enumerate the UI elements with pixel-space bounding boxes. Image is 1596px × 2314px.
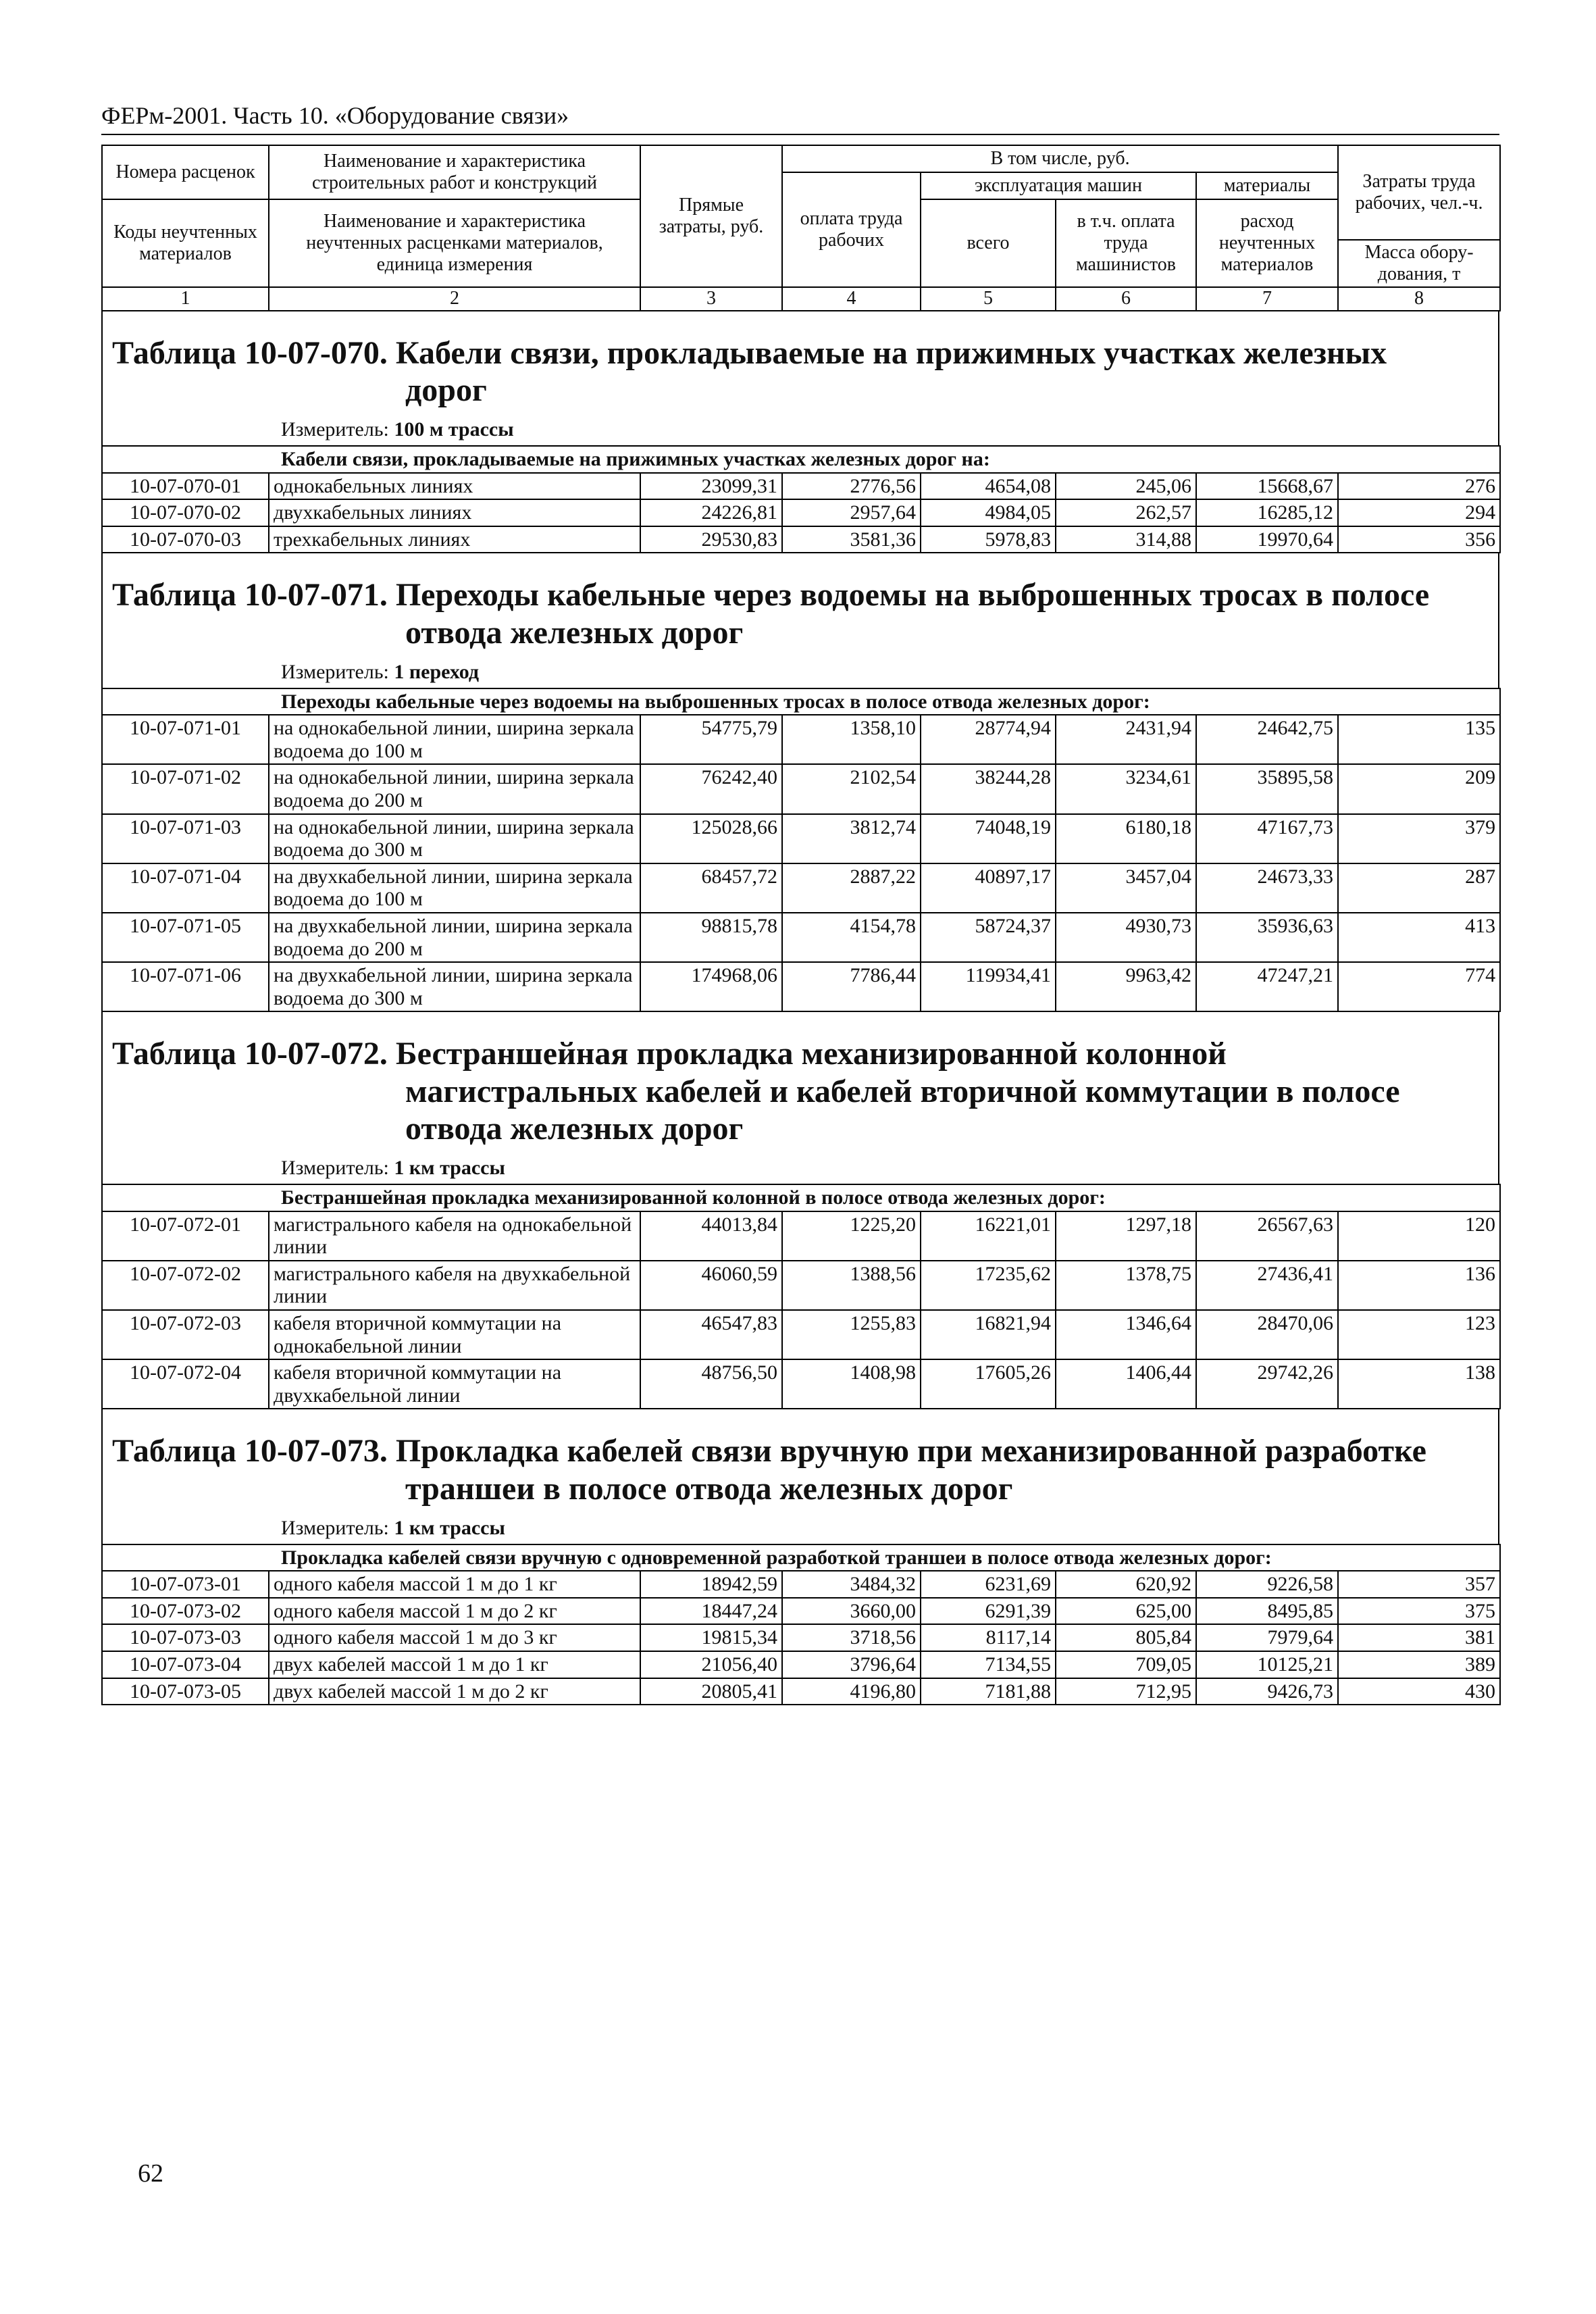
rate-name: двух кабелей массой 1 м до 1 кг <box>269 1651 640 1678</box>
labor-hours: 123 <box>1338 1310 1500 1359</box>
labor-pay: 2887,22 <box>782 863 921 913</box>
direct-costs: 125028,66 <box>640 814 782 863</box>
col8-head-top: Затраты труда рабочих, чел.-ч. <box>1338 145 1500 240</box>
machinists-pay: 712,95 <box>1056 1678 1196 1705</box>
machinists-pay: 620,92 <box>1056 1571 1196 1598</box>
labor-hours: 774 <box>1338 962 1500 1011</box>
section-title-line: Таблица 10-07-071. Переходы кабельные через водоемы на выброшенных тросах в полосе <box>112 577 1430 613</box>
rate-name: магистрального кабеля на двухкабельной линии <box>269 1261 640 1310</box>
machines-total: 74048,19 <box>921 814 1056 863</box>
labor-pay: 3484,32 <box>782 1571 921 1598</box>
direct-costs: 19815,34 <box>640 1624 782 1651</box>
labor-pay: 7786,44 <box>782 962 921 1011</box>
table-row <box>102 526 1500 553</box>
table-subheader: Прокладка кабелей связи вручную с одновременной разработкой траншеи в полосе отвода железных дорог: <box>102 1544 1500 1571</box>
group-head: В том числе, руб. <box>782 145 1338 172</box>
materials: 47167,73 <box>1196 814 1338 863</box>
materials: 24642,75 <box>1196 715 1338 764</box>
direct-costs: 24226,81 <box>640 499 782 526</box>
rates-table-072 <box>101 1184 1501 1409</box>
rate-code: 10-07-073-05 <box>102 1678 269 1705</box>
materials: 24673,33 <box>1196 863 1338 913</box>
direct-costs: 18942,59 <box>640 1571 782 1598</box>
machines-total: 6291,39 <box>921 1598 1056 1625</box>
rate-name: кабеля вторичной коммутации на однокабельной линии <box>269 1310 640 1359</box>
labor-hours: 379 <box>1338 814 1500 863</box>
materials: 9226,58 <box>1196 1571 1338 1598</box>
measure-line <box>103 409 1498 445</box>
rate-name: кабеля вторичной коммутации на двухкабельной линии <box>269 1359 640 1409</box>
machinists-pay: 805,84 <box>1056 1624 1196 1651</box>
materials: 15668,67 <box>1196 473 1338 500</box>
labor-hours: 375 <box>1338 1598 1500 1625</box>
labor-hours: 287 <box>1338 863 1500 913</box>
table-row <box>102 1651 1500 1678</box>
machines-total: 38244,28 <box>921 764 1056 813</box>
machines-head: эксплуатация машин <box>921 172 1196 199</box>
direct-costs: 46547,83 <box>640 1310 782 1359</box>
materials: 7979,64 <box>1196 1624 1338 1651</box>
rate-name: двухкабельных линиях <box>269 499 640 526</box>
labor-hours: 356 <box>1338 526 1500 553</box>
col1-head-bottom: Коды неучтенных материалов <box>102 199 269 287</box>
materials: 8495,85 <box>1196 1598 1338 1625</box>
measure-label: Измеритель: <box>281 1516 389 1539</box>
rate-code: 10-07-071-05 <box>102 913 269 962</box>
machinists-pay: 1346,64 <box>1056 1310 1196 1359</box>
labor-pay: 3660,00 <box>782 1598 921 1625</box>
machines-total: 40897,17 <box>921 863 1056 913</box>
table-section-073 <box>101 1409 1499 1543</box>
machinists-pay: 1406,44 <box>1056 1359 1196 1409</box>
rates-table-071 <box>101 688 1501 1013</box>
machines-total: 7181,88 <box>921 1678 1056 1705</box>
rate-code: 10-07-073-01 <box>102 1571 269 1598</box>
machinists-pay: 245,06 <box>1056 473 1196 500</box>
labor-pay: 2102,54 <box>782 764 921 813</box>
labor-hours: 135 <box>1338 715 1500 764</box>
machines-total: 4654,08 <box>921 473 1056 500</box>
materials: 16285,12 <box>1196 499 1338 526</box>
labor-pay: 1225,20 <box>782 1211 921 1261</box>
rate-name: одного кабеля массой 1 м до 3 кг <box>269 1624 640 1651</box>
machinists-pay: 9963,42 <box>1056 962 1196 1011</box>
rate-code: 10-07-072-03 <box>102 1310 269 1359</box>
table-section-071 <box>101 553 1499 687</box>
table-row <box>102 1571 1500 1598</box>
labor-pay: 1388,56 <box>782 1261 921 1310</box>
section-title-line: отвода железных дорог <box>405 614 744 651</box>
labor-pay: 3796,64 <box>782 1651 921 1678</box>
machinists-pay: 1297,18 <box>1056 1211 1196 1261</box>
col7-head: расход неучтенных материалов <box>1196 199 1338 287</box>
document-page <box>101 101 1499 1705</box>
machinists-pay: 709,05 <box>1056 1651 1196 1678</box>
col1-head: Номера расценок <box>102 145 269 199</box>
col-number: 6 <box>1056 287 1196 310</box>
col4-head: оплата труда рабочих <box>782 172 921 287</box>
rate-name: двух кабелей массой 1 м до 2 кг <box>269 1678 640 1705</box>
rate-name: на двухкабельной линии, ширина зеркала водоема до 200 м <box>269 913 640 962</box>
section-title-line: Таблица 10-07-073. Прокладка кабелей связи вручную при механизированной разработке <box>112 1433 1426 1469</box>
table-row <box>102 1359 1500 1409</box>
direct-costs: 76242,40 <box>640 764 782 813</box>
rate-code: 10-07-073-02 <box>102 1598 269 1625</box>
table-row <box>102 715 1500 764</box>
machinists-pay: 2431,94 <box>1056 715 1196 764</box>
table-section-070 <box>101 311 1499 445</box>
table-row <box>102 962 1500 1011</box>
labor-pay: 4154,78 <box>782 913 921 962</box>
col3-head: Прямые затраты, руб. <box>640 145 782 287</box>
rate-code: 10-07-071-01 <box>102 715 269 764</box>
section-title <box>103 1409 1498 1507</box>
machines-total: 16221,01 <box>921 1211 1056 1261</box>
labor-hours: 381 <box>1338 1624 1500 1651</box>
direct-costs: 21056,40 <box>640 1651 782 1678</box>
rate-name: однокабельных линиях <box>269 473 640 500</box>
machinists-pay: 3457,04 <box>1056 863 1196 913</box>
col-number: 4 <box>782 287 921 310</box>
table-row <box>102 863 1500 913</box>
rate-code: 10-07-073-04 <box>102 1651 269 1678</box>
rate-name: на однокабельной линии, ширина зеркала водоема до 300 м <box>269 814 640 863</box>
materials-head: материалы <box>1196 172 1338 199</box>
machines-total: 6231,69 <box>921 1571 1056 1598</box>
rate-name: магистрального кабеля на однокабельной линии <box>269 1211 640 1261</box>
labor-hours: 136 <box>1338 1261 1500 1310</box>
labor-hours: 138 <box>1338 1359 1500 1409</box>
direct-costs: 68457,72 <box>640 863 782 913</box>
labor-hours: 276 <box>1338 473 1500 500</box>
materials: 27436,41 <box>1196 1261 1338 1310</box>
rate-name: на однокабельной линии, ширина зеркала водоема до 100 м <box>269 715 640 764</box>
rate-name: на двухкабельной линии, ширина зеркала водоема до 100 м <box>269 863 640 913</box>
rate-code: 10-07-072-04 <box>102 1359 269 1409</box>
machinists-pay: 314,88 <box>1056 526 1196 553</box>
rate-code: 10-07-071-04 <box>102 863 269 913</box>
materials: 19970,64 <box>1196 526 1338 553</box>
labor-hours: 389 <box>1338 1651 1500 1678</box>
section-title-line: дорог <box>405 372 487 408</box>
labor-pay: 3812,74 <box>782 814 921 863</box>
measure-label: Измеритель: <box>281 660 389 683</box>
materials: 28470,06 <box>1196 1310 1338 1359</box>
table-row <box>102 1624 1500 1651</box>
labor-pay: 3718,56 <box>782 1624 921 1651</box>
machinists-pay: 4930,73 <box>1056 913 1196 962</box>
table-row <box>102 814 1500 863</box>
direct-costs: 98815,78 <box>640 913 782 962</box>
labor-hours: 120 <box>1338 1211 1500 1261</box>
section-title-line: траншеи в полосе отвода железных дорог <box>405 1470 1013 1507</box>
machinists-pay: 625,00 <box>1056 1598 1196 1625</box>
table-row <box>102 1310 1500 1359</box>
col-number: 2 <box>269 287 640 310</box>
materials: 10125,21 <box>1196 1651 1338 1678</box>
table-row <box>102 499 1500 526</box>
labor-pay: 1408,98 <box>782 1359 921 1409</box>
machines-total: 5978,83 <box>921 526 1056 553</box>
labor-pay: 4196,80 <box>782 1678 921 1705</box>
section-title-line: отвода железных дорог <box>405 1110 744 1147</box>
measure-label: Измеритель: <box>281 1156 389 1179</box>
table-subheader: Переходы кабельные через водоемы на выброшенных тросах в полосе отвода железных дорог: <box>102 688 1500 715</box>
rate-code: 10-07-073-03 <box>102 1624 269 1651</box>
rate-name: одного кабеля массой 1 м до 1 кг <box>269 1571 640 1598</box>
measure-line <box>103 651 1498 688</box>
labor-hours: 413 <box>1338 913 1500 962</box>
measure-value: 1 переход <box>394 660 480 683</box>
table-subheader: Кабели связи, прокладываемые на прижимных участках железных дорог на: <box>102 446 1500 473</box>
materials: 29742,26 <box>1196 1359 1338 1409</box>
col2-head-bottom: Наименование и характеристика неучтенных расценками материалов, единица измерения <box>269 199 640 287</box>
machines-total: 8117,14 <box>921 1624 1056 1651</box>
materials: 26567,63 <box>1196 1211 1338 1261</box>
section-title <box>103 311 1498 409</box>
machinists-pay: 3234,61 <box>1056 764 1196 813</box>
direct-costs: 54775,79 <box>640 715 782 764</box>
rate-name: на двухкабельной линии, ширина зеркала водоема до 300 м <box>269 962 640 1011</box>
machines-total: 16821,94 <box>921 1310 1056 1359</box>
machines-total: 7134,55 <box>921 1651 1056 1678</box>
measure-value: 1 км трассы <box>394 1516 505 1539</box>
running-header: ФЕРм-2001. Часть 10. «Оборудование связи» <box>101 101 1499 135</box>
machines-total: 17235,62 <box>921 1261 1056 1310</box>
machinists-pay: 1378,75 <box>1056 1261 1196 1310</box>
col-number: 1 <box>102 287 269 310</box>
labor-pay: 1255,83 <box>782 1310 921 1359</box>
section-title <box>103 1012 1498 1147</box>
col-number: 3 <box>640 287 782 310</box>
machines-total: 17605,26 <box>921 1359 1056 1409</box>
labor-hours: 430 <box>1338 1678 1500 1705</box>
machinists-pay: 6180,18 <box>1056 814 1196 863</box>
rate-code: 10-07-070-03 <box>102 526 269 553</box>
table-row <box>102 1678 1500 1705</box>
rate-name: на однокабельной линии, ширина зеркала водоема до 200 м <box>269 764 640 813</box>
col2-head: Наименование и характеристика строительных работ и конструкций <box>269 145 640 199</box>
materials: 9426,73 <box>1196 1678 1338 1705</box>
measure-value: 1 км трассы <box>394 1156 505 1179</box>
rate-code: 10-07-071-06 <box>102 962 269 1011</box>
machines-total: 28774,94 <box>921 715 1056 764</box>
direct-costs: 18447,24 <box>640 1598 782 1625</box>
rate-code: 10-07-072-01 <box>102 1211 269 1261</box>
table-row <box>102 1598 1500 1625</box>
labor-pay: 2776,56 <box>782 473 921 500</box>
direct-costs: 20805,41 <box>640 1678 782 1705</box>
col-number: 8 <box>1338 287 1500 310</box>
page-number: 62 <box>138 2159 163 2188</box>
labor-pay: 1358,10 <box>782 715 921 764</box>
section-title-line: Таблица 10-07-072. Бестраншейная прокладка механизированной колонной <box>112 1036 1227 1072</box>
materials: 35936,63 <box>1196 913 1338 962</box>
section-title-line: магистральных кабелей и кабелей вторичной коммутации в полосе <box>405 1073 1400 1109</box>
col-number: 5 <box>921 287 1056 310</box>
rate-name: трехкабельных линиях <box>269 526 640 553</box>
table-row <box>102 764 1500 813</box>
table-row <box>102 913 1500 962</box>
rates-table-073 <box>101 1544 1501 1706</box>
labor-hours: 294 <box>1338 499 1500 526</box>
table-subheader: Бестраншейная прокладка механизированной колонной в полосе отвода железных дорог: <box>102 1184 1500 1211</box>
measure-line <box>103 1147 1498 1184</box>
col8-head-bottom: Масса обору-дования, т <box>1338 240 1500 287</box>
direct-costs: 48756,50 <box>640 1359 782 1409</box>
rate-code: 10-07-070-02 <box>102 499 269 526</box>
labor-pay: 2957,64 <box>782 499 921 526</box>
materials: 47247,21 <box>1196 962 1338 1011</box>
col6-head: в т.ч. оплата труда машинистов <box>1056 199 1196 287</box>
rate-code: 10-07-071-02 <box>102 764 269 813</box>
direct-costs: 44013,84 <box>640 1211 782 1261</box>
rates-table-070 <box>101 445 1501 553</box>
machines-total: 4984,05 <box>921 499 1056 526</box>
materials: 35895,58 <box>1196 764 1338 813</box>
rate-code: 10-07-071-03 <box>102 814 269 863</box>
measure-label: Измеритель: <box>281 418 389 441</box>
direct-costs: 174968,06 <box>640 962 782 1011</box>
measure-value: 100 м трассы <box>394 418 514 441</box>
table-row <box>102 473 1500 500</box>
column-header-table <box>101 145 1501 311</box>
rate-name: одного кабеля массой 1 м до 2 кг <box>269 1598 640 1625</box>
machinists-pay: 262,57 <box>1056 499 1196 526</box>
rate-code: 10-07-070-01 <box>102 473 269 500</box>
labor-pay: 3581,36 <box>782 526 921 553</box>
table-row <box>102 1261 1500 1310</box>
table-row <box>102 1211 1500 1261</box>
machines-total: 119934,41 <box>921 962 1056 1011</box>
col-number: 7 <box>1196 287 1338 310</box>
section-title-line: Таблица 10-07-070. Кабели связи, прокладываемые на прижимных участках железных <box>112 334 1387 371</box>
direct-costs: 46060,59 <box>640 1261 782 1310</box>
direct-costs: 23099,31 <box>640 473 782 500</box>
rate-code: 10-07-072-02 <box>102 1261 269 1310</box>
direct-costs: 29530,83 <box>640 526 782 553</box>
section-title <box>103 553 1498 651</box>
machines-total: 58724,37 <box>921 913 1056 962</box>
labor-hours: 357 <box>1338 1571 1500 1598</box>
table-section-072 <box>101 1012 1499 1184</box>
measure-line <box>103 1507 1498 1544</box>
labor-hours: 209 <box>1338 764 1500 813</box>
col5-head: всего <box>921 199 1056 287</box>
